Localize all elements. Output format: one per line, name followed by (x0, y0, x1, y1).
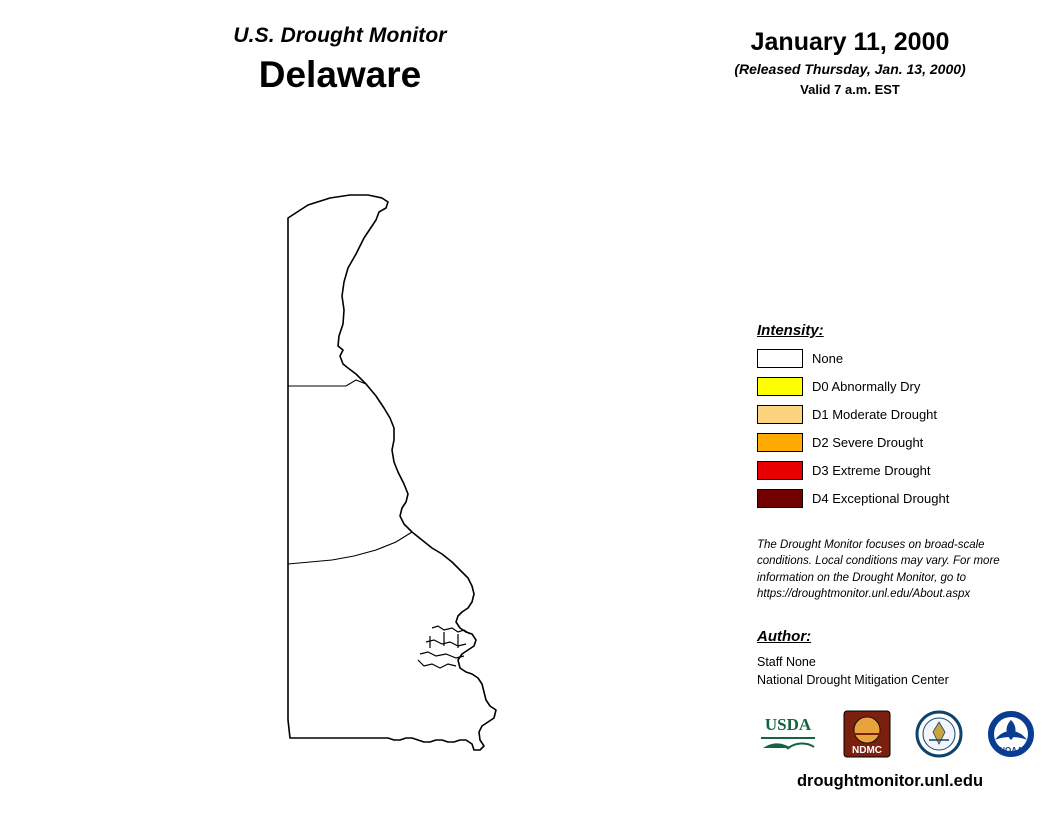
author-name: Staff None (757, 655, 816, 669)
author-block (757, 628, 1027, 689)
site-url[interactable]: droughtmonitor.unl.edu (796, 772, 984, 790)
legend-item-none (757, 347, 1027, 370)
state-outline (288, 195, 496, 750)
legend-item-d0 (757, 375, 1027, 398)
author-affiliation: National Drought Mitigation Center (757, 673, 949, 688)
legend-swatch-none (757, 349, 803, 368)
legend-swatch-d4 (757, 489, 803, 508)
disclaimer-text: The Drought Monitor focuses on broad-scale conditions. Local conditions may vary. For more information on the Drought Monitor, go to https://droughtmonitor.unl.edu/About.aspx (757, 539, 1000, 600)
legend-label-d4: D4 Exceptional Drought (812, 491, 950, 506)
usda-logo (757, 710, 819, 758)
legend (757, 322, 1027, 515)
date-block (690, 28, 1010, 97)
legend-swatch-d0 (757, 377, 803, 396)
legend-label-d0: D0 Abnormally Dry (812, 379, 921, 394)
legend-label-none: None (812, 351, 844, 366)
logo-strip (757, 708, 1035, 760)
state-title: Delaware (258, 54, 422, 95)
svg-text:NDMC: NDMC (852, 745, 882, 756)
ndmc-logo (843, 710, 891, 758)
usda-seal-logo (915, 710, 963, 758)
legend-item-d3 (757, 459, 1027, 482)
legend-title: Intensity: (757, 322, 824, 339)
author-title: Author: (757, 628, 812, 645)
legend-item-d1 (757, 403, 1027, 426)
legend-item-d2 (757, 431, 1027, 454)
legend-label-d2: D2 Severe Drought (812, 435, 924, 450)
valid-time: Valid 7 a.m. EST (800, 82, 900, 97)
map-date: January 11, 2000 (750, 28, 950, 56)
legend-swatch-d1 (757, 405, 803, 424)
legend-swatch-d3 (757, 461, 803, 480)
noaa-logo (987, 710, 1035, 758)
title-block (150, 24, 530, 96)
program-title: U.S. Drought Monitor (233, 24, 447, 47)
delaware-map (180, 150, 700, 790)
legend-label-d1: D1 Moderate Drought (812, 407, 938, 422)
legend-swatch-d2 (757, 433, 803, 452)
svg-text:NOAA: NOAA (999, 746, 1023, 755)
legend-label-d3: D3 Extreme Drought (812, 463, 931, 478)
svg-text:USDA: USDA (764, 715, 812, 734)
release-date: (Released Thursday, Jan. 13, 2000) (734, 61, 966, 77)
legend-item-d4 (757, 487, 1027, 510)
